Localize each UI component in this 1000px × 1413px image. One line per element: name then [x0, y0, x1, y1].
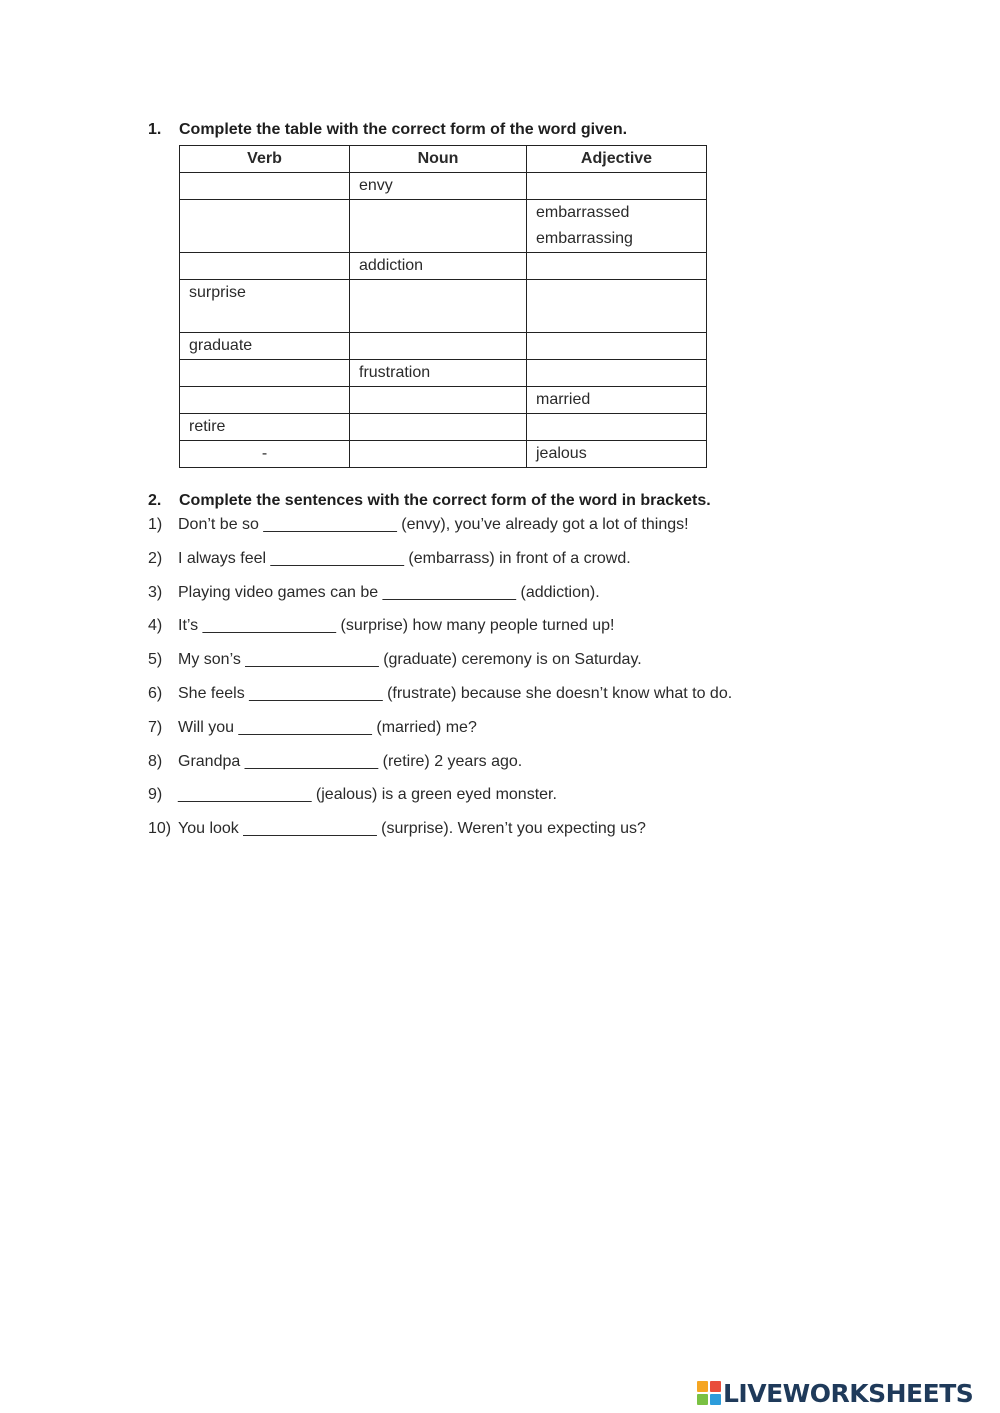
question-instruction: Complete the table with the correct form of the word given. — [179, 121, 628, 138]
cell-adjective — [527, 200, 707, 253]
list-item — [148, 614, 848, 648]
cell-adjective[interactable] — [527, 280, 707, 333]
cell-noun: addiction — [350, 253, 527, 280]
table-header-row — [180, 146, 707, 173]
cell-noun[interactable] — [350, 387, 527, 414]
cell-noun[interactable] — [350, 200, 527, 253]
sentence-text[interactable]: Don’t be so _______________ (envy), you’ve already got a lot of things! — [178, 516, 689, 533]
logo-square — [710, 1381, 721, 1392]
cell-noun[interactable] — [350, 414, 527, 441]
logo-mark-icon — [697, 1381, 721, 1405]
logo-square — [710, 1394, 721, 1405]
sentence-number: 7) — [148, 718, 163, 736]
logo-text: LIVEWORKSHEETS — [723, 1378, 974, 1408]
table-row — [180, 253, 707, 280]
sentence-list — [148, 513, 848, 851]
cell-verb: surprise — [180, 280, 350, 333]
question-instruction: Complete the sentences with the correct form of the word in brackets. — [179, 492, 711, 509]
liveworksheets-logo — [697, 1378, 973, 1408]
table-row — [180, 173, 707, 200]
header-adjective: Adjective — [527, 146, 707, 173]
cell-verb: retire — [180, 414, 350, 441]
sentence-text[interactable]: I always feel _______________ (embarrass) in front of a crowd. — [178, 549, 631, 567]
list-item — [148, 513, 848, 547]
table-row — [180, 441, 707, 468]
header-noun: Noun — [350, 146, 527, 173]
list-item — [148, 547, 848, 581]
cell-verb[interactable] — [180, 253, 350, 280]
adjective-line: embarrassing — [536, 230, 633, 247]
logo-square — [697, 1381, 708, 1392]
cell-adjective[interactable] — [527, 414, 707, 441]
list-item — [148, 682, 848, 716]
sentence-text[interactable]: It’s _______________ (surprise) how many people turned up! — [178, 617, 615, 635]
sentence-number: 2) — [148, 549, 163, 567]
list-item — [148, 648, 848, 682]
cell-noun: frustration — [350, 360, 527, 387]
sentence-text[interactable]: Grandpa _______________ (retire) 2 years ago. — [178, 752, 523, 770]
sentence-number: 4) — [148, 617, 163, 635]
cell-verb[interactable] — [180, 173, 350, 200]
sentence-text[interactable]: Playing video games can be _______________ (addiction). — [178, 583, 600, 601]
table-row — [180, 360, 707, 387]
cell-verb[interactable] — [180, 200, 350, 253]
sentence-text[interactable]: You look _______________ (surprise). Weren’t you expecting us? — [178, 820, 646, 838]
cell-adjective[interactable] — [527, 253, 707, 280]
sentence-number: 10) — [148, 820, 172, 838]
list-item — [148, 817, 848, 851]
sentence-text[interactable]: _______________ (jealous) is a green eyed monster. — [178, 786, 557, 804]
cell-noun[interactable] — [350, 280, 527, 333]
cell-verb[interactable] — [180, 387, 350, 414]
cell-verb[interactable] — [180, 360, 350, 387]
header-verb: Verb — [180, 146, 350, 173]
cell-noun[interactable] — [350, 333, 527, 360]
sentence-number: 8) — [148, 752, 163, 770]
sentence-text[interactable]: My son’s _______________ (graduate) ceremony is on Saturday. — [178, 651, 642, 669]
table-row — [180, 414, 707, 441]
table-row — [180, 387, 707, 414]
cell-adjective: married — [527, 387, 707, 414]
question-number: 2. — [148, 492, 162, 509]
table-row — [180, 200, 707, 253]
table-row — [180, 333, 707, 360]
cell-verb: graduate — [180, 333, 350, 360]
cell-adjective[interactable] — [527, 360, 707, 387]
word-forms-table — [179, 145, 707, 468]
cell-adjective[interactable] — [527, 173, 707, 200]
list-item — [148, 716, 848, 750]
logo-square — [697, 1394, 708, 1405]
list-item — [148, 750, 848, 784]
sentence-number: 3) — [148, 583, 163, 601]
question-1-heading — [148, 120, 627, 140]
cell-adjective[interactable] — [527, 333, 707, 360]
cell-adjective: jealous — [527, 441, 707, 468]
adjective-line: embarrassed — [536, 204, 630, 221]
question-number: 1. — [148, 121, 162, 138]
list-item — [148, 783, 848, 817]
sentence-number: 6) — [148, 684, 163, 702]
cell-verb: - — [180, 441, 350, 468]
question-2-heading — [148, 491, 711, 511]
sentence-text[interactable]: She feels _______________ (frustrate) because she doesn’t know what to do. — [178, 684, 733, 702]
table-row — [180, 280, 707, 333]
sentence-number: 5) — [148, 651, 163, 669]
cell-noun[interactable] — [350, 441, 527, 468]
list-item — [148, 581, 848, 615]
sentence-number: 1) — [148, 516, 163, 533]
sentence-number: 9) — [148, 786, 163, 804]
cell-noun: envy — [350, 173, 527, 200]
sentence-text[interactable]: Will you _______________ (married) me? — [178, 718, 477, 736]
